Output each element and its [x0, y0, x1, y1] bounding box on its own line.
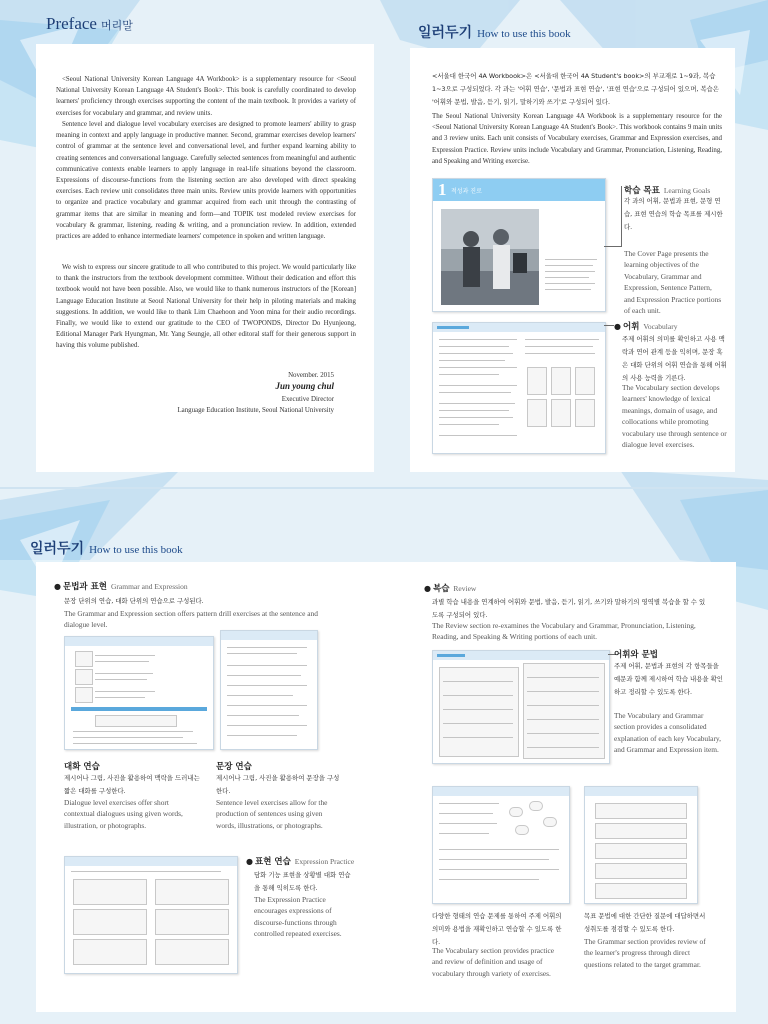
how-top-title: How to use this book — [477, 28, 571, 40]
preface-signature: Jun young chul — [275, 381, 334, 391]
vocabulary-heading — [614, 320, 677, 332]
goals-callout-line-vertical — [621, 186, 622, 247]
expression-practice-english: The Expression Practice encourages expressions of discourse-functions through controlled repeated exercises. — [254, 895, 342, 939]
vocabulary-review-practice-english: The Vocabulary section provides practice and review of definition and usage of vocabulary through variety of exercises. — [432, 946, 555, 978]
vocabulary-review-practice-thumbnail — [432, 786, 570, 904]
vocabulary-review-practice-korean: 다양한 형태의 연습 문제를 통하여 주제 어휘의 의미와 용법을 재확인하고 연습할 수 있도록 한다. — [432, 912, 562, 946]
unit-number: 1 — [438, 180, 447, 199]
dialogue-practice-heading — [64, 760, 100, 772]
how-top-header — [418, 22, 571, 42]
sentence-practice-heading-korean: 문장 연습 — [216, 762, 252, 772]
how-top-intro-korean: <서울대 한국어 4A Workbook>은 <서울대 한국어 4A Student's book>의 부교재로 1~9과, 복습 1~3으로 구성되었다. 각 과는 '어휘 연습', '문법과 표현 연습', '표현 연습'으로 구성되어 있으며, 복습은 '어휘와 문법, 발음, 듣기, 읽기, 말하기와 쓰기'로 구성되어 있다. — [432, 72, 719, 106]
unit-cover-thumbnail — [432, 178, 606, 312]
vocabulary-grammar-review-thumbnail — [432, 650, 610, 764]
grammar-review-practice-korean: 목표 문법에 대한 간단한 질문에 대답하면서 성취도를 점검할 수 있도록 한다. — [584, 912, 706, 933]
learning-goals-korean: 각 과의 어휘, 문법과 표현, 문형 연습, 표현 연습의 학습 목표를 제시한다. — [624, 197, 723, 231]
grammar-expression-heading — [54, 580, 188, 592]
unit-title: 적성과 진로 — [451, 188, 482, 195]
how-bottom-title-korean: 일러두기 — [30, 541, 85, 557]
sentence-practice-korean: 제시어나 그림, 사진을 활용하여 문장을 구성한다. — [216, 774, 340, 795]
dialogue-practice-thumbnail — [64, 636, 214, 750]
vocabulary-grammar-heading-korean: 어휘와 문법 — [614, 650, 659, 660]
grammar-review-practice-thumbnail — [584, 786, 698, 904]
review-english: The Review section re-examines the Vocabulary and Grammar, Pronunciation, Listening, Reading, and Speaking & Writing portions of each unit. — [432, 621, 696, 642]
how-bottom-title: How to use this book — [89, 544, 183, 556]
review-heading-english: Review — [453, 584, 477, 593]
sentence-practice-english: Sentence level exercises allow for the production of sentences using given words, illustrations, or photographs. — [216, 798, 328, 830]
sentence-practice-heading — [216, 760, 252, 772]
preface-title: Preface — [46, 14, 97, 33]
vocabulary-heading-english: Vocabulary — [643, 322, 678, 331]
dialogue-practice-heading-korean: 대화 연습 — [64, 762, 100, 772]
review-heading — [424, 582, 476, 594]
vocabulary-page-thumbnail — [432, 322, 606, 454]
grammar-expression-heading-korean: 문법과 표현 — [62, 582, 107, 592]
vocabulary-grammar-korean: 주제 어휘, 문법과 표현의 각 항목들을 예문과 함께 제시하여 학습 내용을 확인하고 정리할 수 있도록 한다. — [614, 662, 723, 696]
dialogue-practice-korean: 제시어나 그림, 사진을 활용하여 맥락을 드러내는 짧은 대화를 구성한다. — [64, 774, 200, 795]
grammar-review-practice-english: The Grammar section provides review of the learner's progress through direct questions related to the target grammar. — [584, 937, 706, 969]
vocabulary-english: The Vocabulary section develops learners' knowledge of lexical meanings, domain of usage, and collocations while promoting vocabulary use through sentence or dialogue level exercises. — [622, 383, 727, 450]
grammar-expression-korean: 문장 단위의 연습, 대화 단위의 연습으로 구성된다. — [64, 597, 204, 605]
learning-goals-english: The Cover Page presents the learning objectives of the Vocabulary, Grammar and Expression, Sentence Pattern, and Expression Practice portions of each unit. — [624, 249, 722, 316]
goals-callout-line — [604, 246, 622, 247]
bullet-icon: ● — [246, 857, 253, 866]
how-top-title-korean: 일러두기 — [418, 25, 473, 41]
review-heading-korean: 복습 — [432, 584, 450, 594]
grammar-expression-english: The Grammar and Expression section offers pattern drill exercises at the sentence and dialogue level. — [64, 609, 318, 630]
bullet-icon: ● — [424, 584, 431, 593]
how-top-intro-english: The Seoul National University Korean Language 4A Workbook is a supplementary resource for the <Seoul National University Korean Language 4A Student's Book>. This workbook contains 9 main units and 3 review units. Each unit consists of Vocabulary exercises, Grammar and Expression exercises, and Expression Practice. Review units include Vocabulary and Grammar, Pronunciation, Listening, Reading, and Speaking and Writing exercise. — [432, 113, 722, 165]
preface-paragraph-1: <Seoul National University Korean Language 4A Workbook> is a supplementary resource for <Seoul National University Korean Language 4A Student's Book>. This book is carefully coordinated to develop learners' proficiency through exercises supporting the content of the main textbook. It provides a variety of exercises for vocabulary and grammar, and review units. — [56, 76, 356, 117]
expression-practice-heading — [246, 855, 354, 867]
preface-role: Executive Director — [281, 396, 334, 403]
grammar-expression-heading-english: Grammar and Expression — [111, 582, 188, 591]
learning-goals-heading-english: Learning Goals — [663, 186, 711, 195]
expression-practice-heading-korean: 표현 연습 — [254, 857, 291, 867]
sentence-practice-thumbnail — [220, 630, 318, 750]
expression-practice-thumbnail — [64, 856, 238, 974]
unit-cover-photo — [441, 209, 539, 305]
bullet-icon: ● — [54, 582, 61, 591]
learning-goals-heading-korean: 학습 목표 — [624, 186, 660, 196]
review-korean: 과별 학습 내용을 연계하여 어휘와 문법, 발음, 듣기, 읽기, 쓰기와 말하기의 영역별 복습을 할 수 있도록 구성되어 있다. — [432, 598, 706, 619]
preface-institution: Language Education Institute, Seoul National University — [177, 407, 334, 414]
dialogue-practice-english: Dialogue level exercises offer short contextual dialogues using given words, illustration, or photographs. — [64, 798, 183, 830]
expression-practice-korean: 담화 기능 표현을 상황별 대화 연습을 통해 익히도록 한다. — [254, 871, 351, 892]
vocabulary-callout-line — [604, 325, 614, 326]
vocabulary-grammar-heading — [614, 648, 658, 660]
how-bottom-header — [30, 538, 183, 558]
preface-paragraph-3: We wish to express our sincere gratitude to all who contributed to this project. We would particularly like to thank the instructors from the textbook development committee. Without their dedication and effort this textbook would not have been possible. Also, we would like to thank numerous instructors of the [Korean] Language Education Institute at Seoul National University for their help in piloting materials and making suggestions. In addition, we would like to thank Lim Chaehoon and Yoon mina for their audio recordings. Finally, we would like to extend our gratitude to the CEO of TWOPONDS, Director Do Hyunjeong, Editional Manager Park Hyungman, Mr. Yang Seungje, all other editoral staff for their generous support in having this volume published. — [56, 264, 356, 350]
vocabulary-grammar-english: The Vocabulary and Grammar section provides a consolidated explanation of each key Vocabulary, and Grammar and Expression item. — [614, 711, 721, 755]
preface-paragraph-2: Sentence level and dialogue level vocabulary exercises are designed to promote learners' ability to grasp meaning in context and apply language in productive manner. Second, grammar exercises develop learners' control of grammar at the sentence level and conversational level, and further expand learning ability to creating sentences and conversational language. Carefully selected sentences from meaningful and authentic communicative contexts enable learners to apply language in real-life situations beyond the classroom. Expressions of discourse-functions from the listening section are also developed with direct speaking exercises. Each review unit consolidates three main units. Review units provide learners with opportunities to organize and practice vocabulary and grammar acquired from each unit through the contrasting of grammar items that are similar in meaning and form—and TOPIK test modeled review exercises for vocabulary & grammar, listening, reading & writing, and a pronunciation review. In addition, extended practices are added to enhance intermediate learners' competence in spoken and written language. — [56, 121, 356, 241]
expression-practice-heading-english: Expression Practice — [294, 857, 355, 866]
vocabulary-heading-korean: 어휘 — [622, 322, 640, 332]
bullet-icon: ● — [614, 322, 621, 331]
preface-title-korean: 머리말 — [100, 19, 133, 32]
vocabulary-korean: 주제 어휘의 의미를 확인하고 사용 맥락과 연어 관계 등을 익히며, 문장 혹은 대화 단위의 어휘 연습을 통해 어휘의 사용 능력을 기른다. — [622, 335, 727, 382]
preface-header — [46, 14, 133, 34]
preface-date: November. 2015 — [288, 372, 334, 379]
